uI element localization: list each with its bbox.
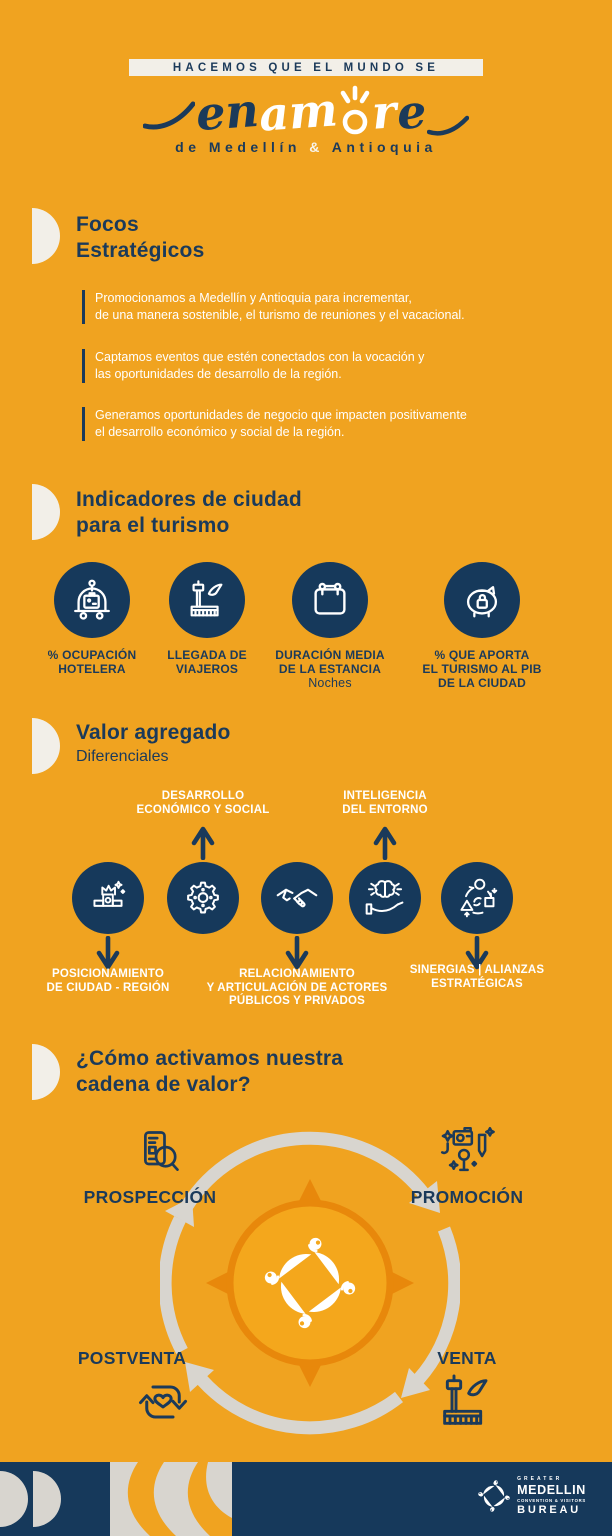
- cycle-ring: [230, 1203, 390, 1363]
- indicator-duracion-estancia: [255, 562, 405, 690]
- script-part-e: e: [395, 84, 429, 140]
- valor-label-sinergias: SINERGIAS | ALIANZAS ESTRATÉGICAS: [409, 964, 545, 990]
- header-subtitle: de Medellín & Antioquia: [175, 139, 437, 155]
- section-marker-cadena: [32, 1044, 60, 1100]
- gear-icon: [182, 877, 224, 919]
- prospeccion-icon: [133, 1128, 187, 1182]
- footer-wave-shapes: [110, 1462, 232, 1536]
- down-arrow-icon: [96, 936, 120, 972]
- script-swash-left-icon: [143, 98, 195, 132]
- valor-title: Valor agregado: [76, 721, 231, 744]
- podium-crown-icon: [87, 877, 129, 919]
- cycle-step-prospeccion: PROSPECCIÓN: [83, 1187, 217, 1207]
- indicator-circle: [169, 562, 245, 638]
- valor-circle-posicionamiento: [72, 862, 144, 934]
- bureau-footer-logo: [478, 1477, 586, 1516]
- valor-label-posicionamiento: POSICIONAMIENTO DE CIUDAD - REGIÓN: [46, 968, 170, 994]
- focos-title: Focos Estratégicos: [76, 213, 205, 262]
- indicator-aporte-pib: [407, 562, 557, 690]
- section-marker-focos: [32, 208, 60, 264]
- footer-halfcircle-shape: [33, 1471, 61, 1527]
- valor-label-inteligencia: INTELIGENCIA DEL ENTORNO: [342, 790, 428, 816]
- ampersand: &: [309, 139, 324, 155]
- valor-label-relacionamiento: RELACIONAMIENTO Y ARTICULACIÓN DE ACTORES PÚBLICOS Y PRIVADOS: [206, 968, 388, 1007]
- header-kicker-text: HACEMOS QUE EL MUNDO SE: [172, 61, 440, 74]
- cycle-step-venta: VENTA: [437, 1348, 497, 1368]
- indicator-label: LLEGADA DE VIAJEROS: [167, 648, 247, 676]
- indicadores-title: Indicadores de ciudad para el turismo: [76, 488, 302, 537]
- valor-circle-desarrollo: [167, 862, 239, 934]
- bureau-logo-text: GREATER MEDELLIN CONVENTION & VISITORS BUREAU: [517, 1476, 586, 1516]
- valor-title-block: [76, 720, 231, 768]
- piggy-bank-icon: [459, 577, 505, 623]
- airport-icon: [184, 577, 230, 623]
- indicator-circle: [444, 562, 520, 638]
- brain-hand-icon: [363, 876, 407, 920]
- footer-wave-tile: [110, 1462, 232, 1536]
- section-marker-indicadores: [32, 484, 60, 540]
- cadena-title: ¿Cómo activamos nuestra cadena de valor?: [76, 1047, 344, 1096]
- cycle-step-postventa: POSTVENTA: [77, 1348, 187, 1368]
- bell-cart-icon: [69, 577, 115, 623]
- logo-script-word: [0, 74, 612, 142]
- indicator-label: DURACIÓN MEDIA DE LA ESTANCIA Noches: [275, 648, 385, 690]
- sun-o-glyph: [339, 80, 371, 136]
- footer-band: [0, 1462, 612, 1536]
- handshake-icon: [275, 876, 319, 920]
- script-part-r: r: [369, 84, 398, 140]
- down-arrow-icon: [285, 936, 309, 972]
- sinergias-icon: [455, 876, 499, 920]
- promocion-icon: [438, 1124, 496, 1182]
- valor-subtitle: Diferenciales: [76, 748, 169, 765]
- script-part-en: en: [193, 82, 261, 142]
- valor-circle-relacionamiento: [261, 862, 333, 934]
- valor-circle-inteligencia: [349, 862, 421, 934]
- venta-airport-icon: [434, 1370, 498, 1434]
- focos-item-2: Captamos eventos que estén conectados con la vocación y las oportunidades de desarrollo de la región.: [82, 349, 575, 383]
- up-arrow-icon: [191, 824, 215, 860]
- indicator-label: % QUE APORTA EL TURISMO AL PIB DE LA CIUDAD: [422, 648, 542, 690]
- cycle-step-promocion: PROMOCIÓN: [410, 1187, 524, 1207]
- focos-item-1: Promocionamos a Medellín y Antioquia para incrementar, de una manera sostenible, el turismo de reuniones y el vacacional.: [82, 290, 575, 324]
- script-swash-right-icon: [427, 108, 469, 136]
- indicator-circle: [54, 562, 130, 638]
- focos-item-3: Generamos oportunidades de negocio que impacten positivamente el desarrollo económico y social de la región.: [82, 407, 575, 441]
- valor-label-desarrollo: DESARROLLO ECONÓMICO Y SOCIAL: [136, 790, 270, 816]
- indicator-circle: [292, 562, 368, 638]
- footer-halfcircle-shape: [0, 1471, 28, 1527]
- script-part-am: am: [257, 82, 340, 142]
- value-chain-cycle-diagram: [160, 1115, 460, 1445]
- section-marker-valor: [32, 718, 60, 774]
- postventa-loyalty-icon: [133, 1372, 193, 1432]
- calendar-icon: [307, 577, 353, 623]
- bureau-swirl-icon: [478, 1480, 510, 1512]
- indicator-label: % OCUPACIÓN HOTELERA: [47, 648, 137, 676]
- up-arrow-icon: [373, 824, 397, 860]
- valor-circle-sinergias: [441, 862, 513, 934]
